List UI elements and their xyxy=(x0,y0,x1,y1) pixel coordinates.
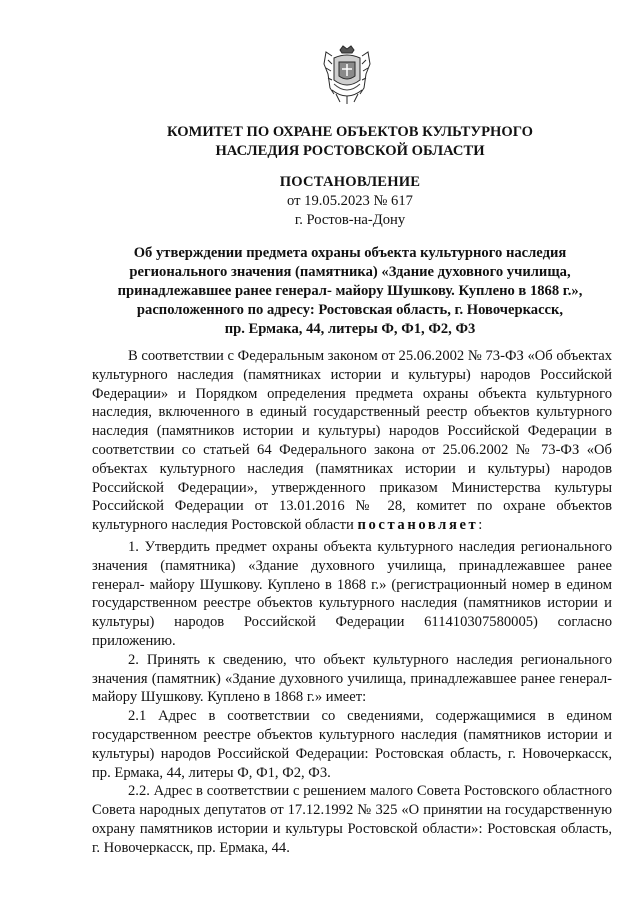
preamble-text: В соответствии с Федеральным законом от 25.06.2002 № 73-ФЗ «Об объектах культурного наследия (памятниках истории и культуры) народов Российской Федерации» и Порядком определения предмета охраны объекта культурного наследия, включенного в единый государственный реестр объектов культурного наследия (памятников истории и культуры) народов Российской Федерации в соответствии со статьей 64 Федерального закона от 25.06.2002 № 73-ФЗ «Об объектах культурного наследия (памятниках истории и культуры) народов Российской Федерации», утвержденного приказом Министерства культуры Российской Федерации от 13.01.2016 № 28, комитет по охране объектов культурного наследия Ростовской области xyxy=(92,348,612,534)
decree-city: г. Ростов-на-Дону xyxy=(294,212,406,228)
subject-line-2: регионального значения (памятника) «Здание духовного училища, xyxy=(129,264,571,280)
coat-of-arms-icon xyxy=(322,44,372,106)
decree-subject xyxy=(60,244,640,339)
item-2-1: 2.1 Адрес в соответствии со сведениями, содержащимися в едином государственном реестре объектов культурного наследия (памятников истории и культуры) народов Российской Федерации: Ростовская область, г. Новочеркасск, пр. Ермака, 44, литеры Ф, Ф1, Ф2, Ф3. xyxy=(92,708,612,781)
preamble-colon: : xyxy=(478,517,483,534)
subject-line-5: пр. Ермака, 44, литеры Ф, Ф1, Ф2, Ф3 xyxy=(224,321,476,337)
resolves-word: постановляет xyxy=(357,517,479,534)
decree-title: ПОСТАНОВЛЕНИЕ xyxy=(279,174,421,190)
decree-date: от 19.05.2023 № 617 xyxy=(287,193,413,209)
org-line-1: КОМИТЕТ ПО ОХРАНЕ ОБЪЕКТОВ КУЛЬТУРНОГО xyxy=(166,124,533,140)
subject-line-3: принадлежавшее ранее генерал- майору Шушкову. Куплено в 1868 г.», xyxy=(117,283,583,299)
item-1: 1. Утвердить предмет охраны объекта культурного наследия регионального значения (памятника) «Здание духовного училища, принадлежавшее ранее генерал- майору Шушкову. Куплено в 1868 г.» (регистрационный номер в едином государственном реестре объектов культурного наследия (памятников истории и культуры) народов Российской Федерации 611410307580005) согласно приложению. xyxy=(92,539,612,649)
preamble xyxy=(92,347,612,535)
subject-line-1: Об утверждении предмета охраны объекта культурного наследия xyxy=(133,245,567,261)
item-2-2: 2.2. Адрес в соответствии с решением малого Совета Ростовского областного Совета народных депутатов от 17.12.1992 № 325 «О принятии на государственную охрану памятников истории и культуры Ростовской области»: Ростовская область, г. Новочеркасск, пр. Ермака, 44. xyxy=(92,783,612,856)
organization-name xyxy=(60,123,640,161)
org-line-2: НАСЛЕДИЯ РОСТОВСКОЙ ОБЛАСТИ xyxy=(215,143,485,159)
decree-items xyxy=(92,538,612,858)
preamble-paragraph xyxy=(92,347,612,535)
item-2: 2. Принять к сведению, что объект культурного наследия регионального значения (памятник) «Здание духовного училища, принадлежавшее ранее генерал- майору Шушкову. Куплено в 1868 г.» имеет: xyxy=(92,651,612,706)
subject-line-4: расположенного по адресу: Ростовская область, г. Новочеркасск, xyxy=(136,302,564,318)
